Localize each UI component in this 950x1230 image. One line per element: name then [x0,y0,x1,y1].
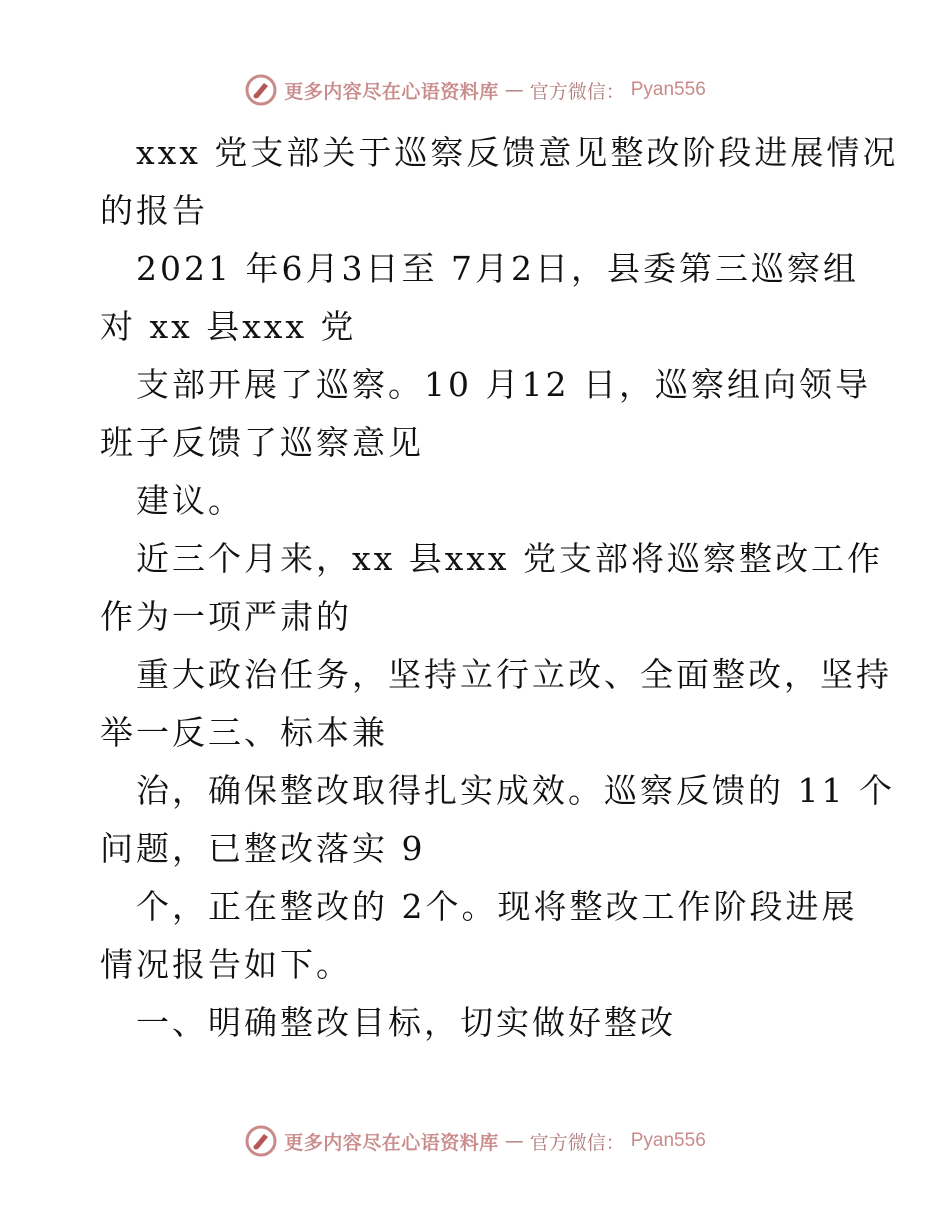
watermark-main-text: 更多内容尽在心语资料库 [284,1131,499,1154]
doc-line: 个，正在整改的 2个。现将整改工作阶段进展 [136,887,858,926]
doc-line: 的报告 [100,191,208,230]
watermark-label: 官方微信： [529,80,625,103]
doc-line: 情况报告如下。 [100,945,352,984]
brand-logo-icon [244,73,278,107]
brand-logo-icon [244,1124,278,1158]
doc-line: 一、明确整改目标，切实做好整改 [136,1003,676,1042]
doc-line: 建议。 [136,481,244,520]
watermark-label: 官方微信： [529,1131,625,1154]
doc-line: xxx 党支部关于巡察反馈意见整改阶段进展情况 [136,133,899,172]
watermark-main-text: 更多内容尽在心语资料库 [284,80,499,103]
header-watermark [0,70,950,110]
footer-watermark [0,1121,950,1161]
doc-line: 对 xx 县xxx 党 [100,307,357,346]
watermark-handle: Pyan556 [630,79,706,100]
doc-line: 近三个月来，xx 县xxx 党支部将巡察整改工作 [136,539,884,578]
doc-line: 班子反馈了巡察意见 [100,423,424,462]
doc-line: 举一反三、标本兼 [100,713,388,752]
document-body [100,124,899,1052]
watermark-separator: — [504,1130,524,1152]
doc-line: 作为一项严肃的 [100,597,352,636]
doc-line: 问题，已整改落实 9 [100,829,426,868]
doc-line: 支部开展了巡察。10 月12 日，巡察组向领导 [136,365,871,404]
watermark-separator: — [504,79,524,101]
doc-line: 重大政治任务，坚持立行立改、全面整改，坚持 [136,655,892,694]
doc-line: 2021 年6月3日至 7月2日，县委第三巡察组 [136,249,859,288]
watermark-handle: Pyan556 [630,1130,706,1151]
doc-line: 治，确保整改取得扎实成效。巡察反馈的 11 个 [136,771,895,810]
